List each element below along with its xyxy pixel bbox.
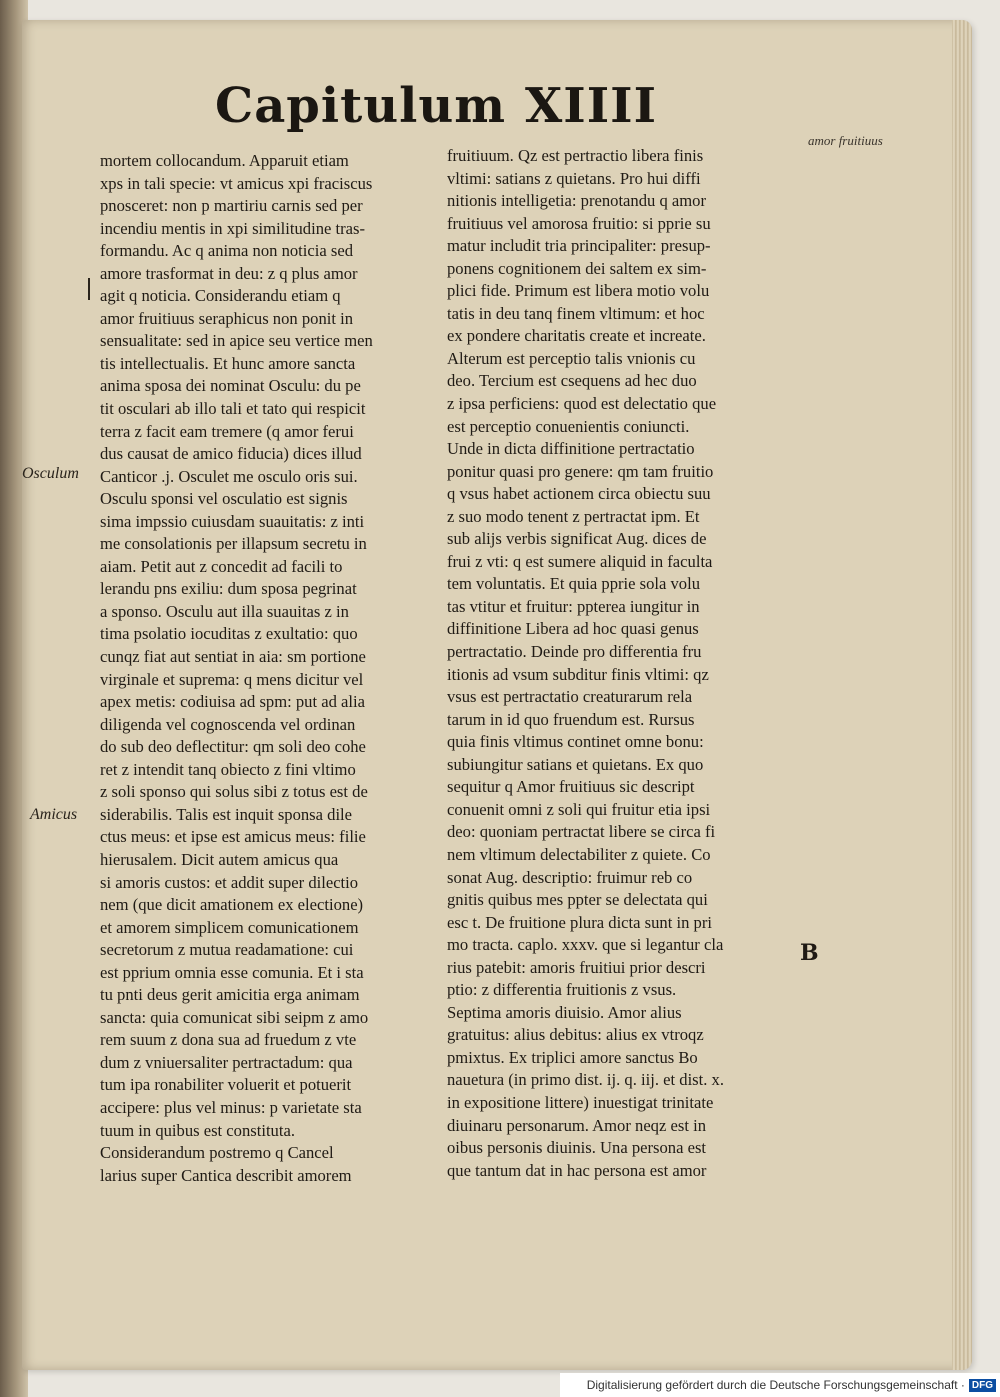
- text-line: sensualitate: sed in apice seu vertice men: [100, 331, 373, 351]
- text-line: incendiu mentis in xpi similitudine tras-: [100, 218, 366, 238]
- text-line: cunqz fiat aut sentiat in aia: sm portione: [100, 647, 366, 667]
- footer-credit-text: Digitalisierung gefördert durch die Deutsche Forschungsgemeinschaft ·: [586, 1378, 965, 1392]
- text-line: pmixtus. Ex triplici amore sanctus Bo: [447, 1047, 698, 1067]
- text-line: pertractatio. Deinde pro differentia fru: [447, 642, 702, 662]
- text-line: tas vtitur et fruitur: ppterea iungitur in: [447, 596, 700, 616]
- text-line: tatis in deu tanq finem vltimum: et hoc: [447, 303, 705, 323]
- text-column-left: [100, 150, 445, 1187]
- text-line: est pprium omnia esse comunia. Et i sta: [100, 962, 364, 982]
- text-line: hierusalem. Dicit autem amicus qua: [100, 849, 339, 869]
- text-line: gratuitus: alius debitus: alius ex vtroqz: [447, 1025, 704, 1045]
- text-line: rius patebit: amoris fruitiui prior descri: [447, 957, 706, 977]
- text-line: formandu. Ac q anima non noticia sed: [100, 241, 353, 261]
- text-line: ex pondere charitatis create et increate.: [447, 326, 706, 346]
- text-line: conuenit omni z soli qui fruitur etia ipsi: [447, 799, 711, 819]
- text-line: pnosceret: non p martiriu carnis sed per: [100, 196, 363, 216]
- text-line: nem (que dicit amationem ex electione): [100, 895, 364, 915]
- text-line: tarum in id quo fruendum est. Rursus: [447, 709, 695, 729]
- chapter-heading: Capitulum: [215, 78, 507, 134]
- text-line: oibus personis diuinis. Una persona est: [447, 1138, 707, 1158]
- text-line: est perceptio conuenientis coniuncti.: [447, 416, 690, 436]
- text-line: Unde in dicta diffinitione pertractatio: [447, 439, 695, 459]
- text-line: et amorem simplicem comunicationem: [100, 917, 359, 937]
- text-line: tit osculari ab illo tali et tato qui respicit: [100, 399, 366, 419]
- text-line: gnitis quibus mes ppter se delectata qui: [447, 890, 708, 910]
- text-line: matur includit tria principaliter: presup-: [447, 236, 711, 256]
- text-line: nauetura (in primo dist. ij. q. iij. et dist. x.: [447, 1070, 724, 1090]
- text-line: plici fide. Primum est libera motio volu: [447, 281, 710, 301]
- text-line: terra z facit eam tremere (q amor ferui: [100, 421, 354, 441]
- text-line: Canticor .j. Osculet me osculo oris sui.: [100, 466, 358, 486]
- text-line: sima impssio cuiusdam suauitatis: z inti: [100, 511, 365, 531]
- text-line: subiungitur satians et quietans. Ex quo: [447, 754, 704, 774]
- text-line: xps in tali specie: vt amicus xpi fraciscus: [100, 173, 373, 193]
- text-line: anima sposa dei nominat Osculu: du pe: [100, 376, 361, 396]
- text-line: tima psolatio iocuditas z exultatio: quo: [100, 624, 358, 644]
- text-line: ponitur quasi pro genere: qm tam fruitio: [447, 461, 714, 481]
- text-line: dus causat de amico fiducia) dices illud: [100, 444, 362, 464]
- text-line: in expositione littere) inuestigat trinitate: [447, 1092, 714, 1112]
- dfg-logo[interactable]: DFG: [969, 1379, 996, 1392]
- text-line: quia finis vltimus continet omne bonu:: [447, 732, 704, 752]
- text-line: virginale et suprema: q mens dicitur vel: [100, 669, 364, 689]
- text-line: secretorum z mutua readamatione: cui: [100, 940, 354, 960]
- digitization-footer: [560, 1373, 1000, 1397]
- page-edge: [952, 20, 972, 1370]
- text-line: z soli sponso qui solus sibi z totus est de: [100, 782, 368, 802]
- text-line: si amoris custos: et addit super dilectio: [100, 872, 359, 892]
- text-line: diffinitione Libera ad hoc quasi genus: [447, 619, 699, 639]
- text-line: nem vltimum delectabiliter z quiete. Co: [447, 844, 711, 864]
- text-line: diuinaru personarum. Amor neqz est in: [447, 1115, 706, 1135]
- text-line: me consolationis per illapsum secretu in: [100, 534, 367, 554]
- text-line: sancta: quia comunicat sibi seipm z amo: [100, 1007, 369, 1027]
- text-line: deo: quoniam pertractat libere se circa fi: [447, 822, 716, 842]
- text-line: tuum in quibus est constituta.: [100, 1120, 295, 1140]
- text-line: sub alijs verbis significat Aug. dices de: [447, 529, 707, 549]
- handwritten-marginal-note: amor fruitiuus: [808, 133, 883, 148]
- text-line: tu pnti deus gerit amicitia erga animam: [100, 985, 360, 1005]
- text-line: frui z vti: q est sumere aliquid in faculta: [447, 551, 713, 571]
- text-line: que tantum dat in hac persona est amor: [447, 1160, 707, 1180]
- text-line: diligenda vel cognoscenda vel ordinan: [100, 714, 356, 734]
- chapter-number: XIIII: [525, 78, 658, 134]
- text-line: fruitiuus vel amorosa fruitio: si pprie su: [447, 213, 711, 233]
- text-line: Alterum est perceptio talis vnionis cu: [447, 348, 696, 368]
- text-line: Septima amoris diuisio. Amor alius: [447, 1002, 682, 1022]
- text-line: amor fruitiuus seraphicus non ponit in: [100, 308, 354, 328]
- text-line: mo tracta. caplo. xxxv. que si legantur cla: [447, 935, 724, 955]
- text-line: accipere: plus vel minus: p varietate sta: [100, 1097, 362, 1117]
- text-line: Considerandum postremo q Cancel: [100, 1143, 334, 1163]
- text-line: vltimi: satians z quietans. Pro hui diffi: [447, 168, 701, 188]
- text-line: ponens cognitionem dei saltem ex sim-: [447, 258, 707, 278]
- text-line: q vsus habet actionem circa obiectu suu: [447, 484, 711, 504]
- text-line: nitionis intelligetia: prenotandu q amor: [447, 191, 706, 211]
- text-line: tum ipa ronabiliter voluerit et potuerit: [100, 1075, 352, 1095]
- text-line: tis intellectualis. Et hunc amore sancta: [100, 353, 356, 373]
- text-line: ret z intendit tanq obiecto z fini vltimo: [100, 759, 356, 779]
- text-line: z suo modo tenent z pertractat ipm. Et: [447, 506, 700, 526]
- text-line: Osculu sponsi vel osculatio est signis: [100, 489, 348, 509]
- text-line: do sub deo deflectitur: qm soli deo cohe: [100, 737, 366, 757]
- section-letter-b: B: [800, 940, 819, 966]
- text-line: agit q noticia. Considerandu etiam q: [100, 286, 341, 306]
- text-line: lerandu pns exiliu: dum sposa pegrinat: [100, 579, 357, 599]
- marginal-bracket-mark: [88, 278, 90, 300]
- text-line: esc t. De fruitione plura dicta sunt in pri: [447, 912, 712, 932]
- text-line: aiam. Petit aut z concedit ad facili to: [100, 556, 343, 576]
- text-line: tem voluntatis. Et quia pprie sola volu: [447, 574, 701, 594]
- text-line: ptio: z differentia fruitionis z vsus.: [447, 980, 677, 1000]
- text-line: rem suum z dona sua ad fruedum z vte: [100, 1030, 357, 1050]
- text-line: itionis ad vsum subditur finis vltimi: qz: [447, 664, 709, 684]
- text-line: a sponso. Osculu aut illa suauitas z in: [100, 601, 349, 621]
- text-line: sequitur q Amor fruitiuus sic descript: [447, 777, 695, 797]
- text-line: deo. Tercium est csequens ad hec duo: [447, 371, 697, 391]
- text-line: ctus meus: et ipse est amicus meus: filie: [100, 827, 366, 847]
- text-line: siderabilis. Talis est inquit sponsa dile: [100, 804, 353, 824]
- text-line: mortem collocandum. Apparuit etiam: [100, 151, 349, 170]
- text-line: amore trasformat in deu: z q plus amor: [100, 263, 358, 283]
- margin-note-osculum: Osculum: [22, 465, 79, 482]
- text-line: larius super Cantica describit amorem: [100, 1165, 352, 1185]
- text-column-right: [447, 145, 795, 1182]
- text-line: dum z vniuersaliter pertractadum: qua: [100, 1052, 353, 1072]
- text-line: fruitiuum. Qz est pertractio libera finis: [447, 146, 704, 165]
- margin-note-amicus: Amicus: [30, 806, 78, 823]
- text-line: sonat Aug. descriptio: fruimur reb co: [447, 867, 693, 887]
- text-line: apex metis: codiuisa ad spm: put ad alia: [100, 692, 365, 712]
- text-line: z ipsa perficiens: quod est delectatio que: [447, 394, 717, 414]
- text-line: vsus est pertractatio creaturarum rela: [447, 687, 693, 707]
